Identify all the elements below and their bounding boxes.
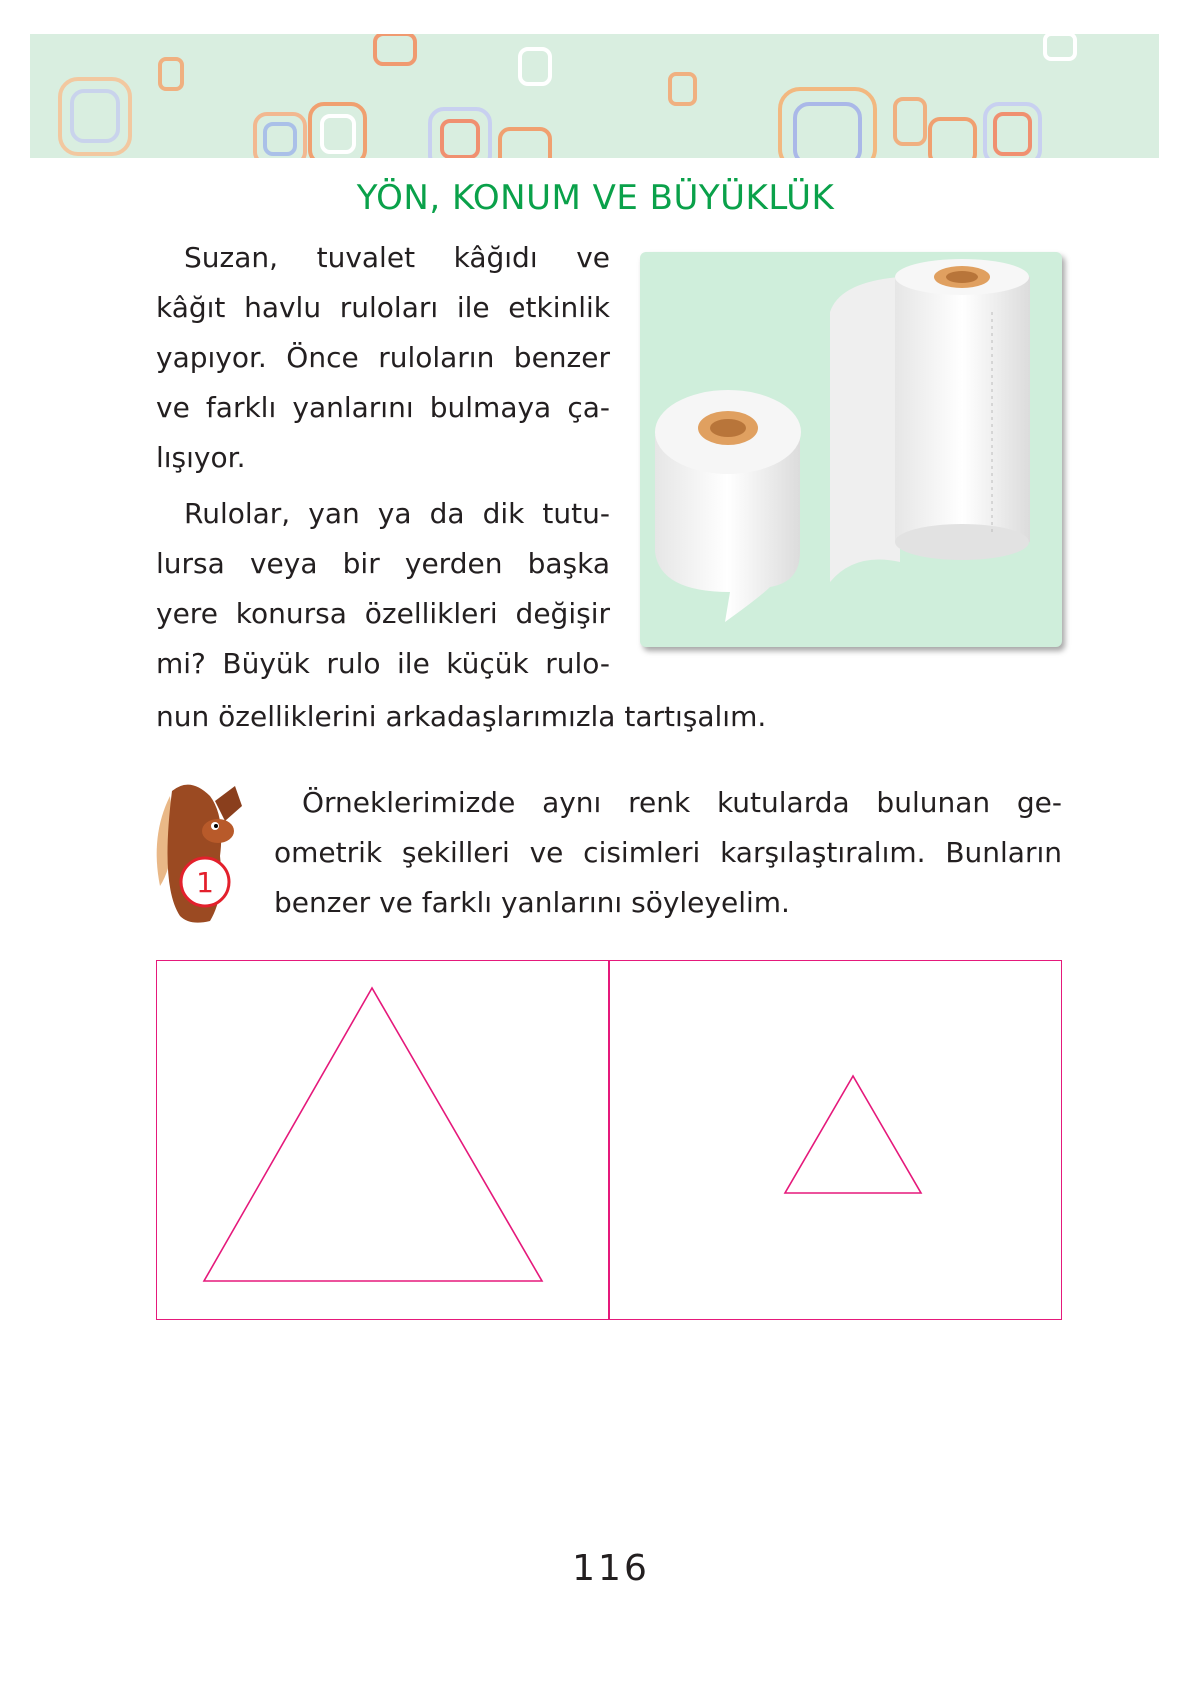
paper-rolls-illustration (640, 252, 1062, 647)
text-line: lışıyor. (156, 441, 246, 474)
text-line: Rulolar, yan ya da dik tutu- (184, 497, 610, 530)
text-line: yapıyor. Önce ruloların benzer (156, 341, 610, 374)
text-line: ve farklı yanlarını bulmaya ça- (156, 391, 610, 424)
activity-paragraph (274, 778, 1062, 928)
activity-number: 1 (196, 866, 214, 899)
triangles-drawing (157, 961, 1061, 1319)
intro-paragraph (156, 233, 610, 689)
beaver-mascot (150, 776, 250, 926)
text-line: nun özelliklerini arkadaşlarımızla tartışalım. (156, 700, 767, 733)
comparison-boxes (156, 960, 1062, 1320)
page-number: 116 (572, 1548, 650, 1589)
text-line: Suzan, tuvalet kâğıdı ve (184, 241, 610, 274)
page-title: YÖN, KONUM VE BÜYÜKLÜK (356, 178, 835, 218)
beaver-icon (150, 776, 250, 926)
text-line: kâğıt havlu ruloları ile etkinlik (156, 291, 610, 324)
paper-rolls-image (640, 252, 1062, 647)
text-line: benzer ve farklı yanlarını söyleyelim. (274, 886, 790, 919)
rounded-squares-pattern (30, 34, 1159, 158)
text-line: ometrik şekilleri ve cisimleri karşılaştıralım. Bunların (274, 836, 1062, 869)
small-triangle (785, 1076, 921, 1193)
text-line: Örneklerimizde aynı renk kutularda bulunan ge- (302, 786, 1062, 819)
text-line: mi? Büyük rulo ile küçük rulo- (156, 647, 610, 680)
text-line: yere konursa özellikleri değişir (156, 597, 610, 630)
large-triangle (204, 988, 542, 1281)
decorative-header-band (30, 34, 1159, 158)
text-line: lursa veya bir yerden başka (156, 547, 610, 580)
